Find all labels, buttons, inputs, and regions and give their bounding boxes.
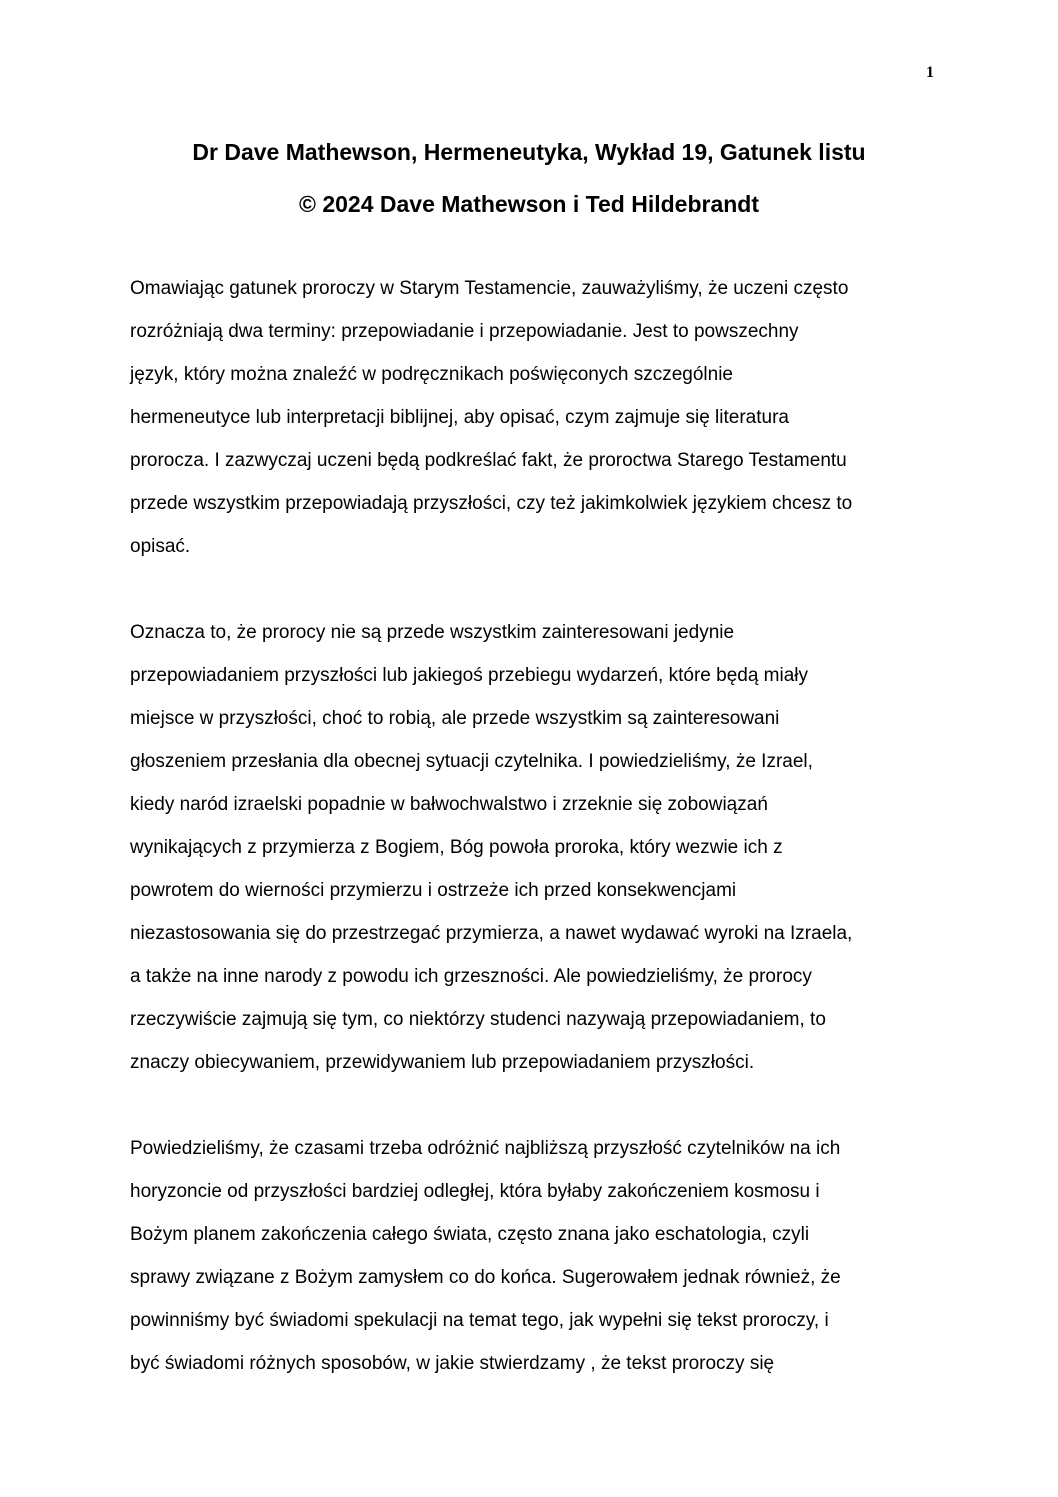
paragraph-1 (130, 267, 930, 568)
text-line: kiedy naród izraelski popadnie w bałwochwalstwo i zrzeknie się zobowiązań (130, 794, 768, 815)
text-line: wynikających z przymierza z Bogiem, Bóg powoła proroka, który wezwie ich z (130, 837, 783, 858)
paragraph-2 (130, 611, 930, 1084)
text-line: głoszeniem przesłania dla obecnej sytuacji czytelnika. I powiedzieliśmy, że Izrael, (130, 751, 813, 772)
text-line: rozróżniają dwa terminy: przepowiadanie i przepowiadanie. Jest to powszechny (130, 321, 799, 342)
text-line: a także na inne narody z powodu ich grzeszności. Ale powiedzieliśmy, że prorocy (130, 966, 812, 987)
text-line: prorocza. I zazwyczaj uczeni będą podkreślać fakt, że proroctwa Starego Testamentu (130, 450, 847, 471)
text-line: hermeneutyce lub interpretacji biblijnej, aby opisać, czym zajmuje się literatura (130, 407, 789, 428)
text-line: rzeczywiście zajmują się tym, co niektórzy studenci nazywają przepowiadaniem, to (130, 1009, 826, 1030)
text-line: przede wszystkim przepowiadają przyszłości, czy też jakimkolwiek językiem chcesz to (130, 493, 853, 514)
document-title (0, 126, 1058, 230)
text-line: horyzoncie od przyszłości bardziej odległej, która byłaby zakończeniem kosmosu i (130, 1181, 820, 1202)
text-line: Bożym planem zakończenia całego świata, często znana jako eschatologia, czyli (130, 1224, 810, 1245)
document-body (130, 267, 930, 1428)
title-line-2: © 2024 Dave Mathewson i Ted Hildebrandt (298, 191, 760, 217)
page-number: 1 (926, 64, 934, 81)
text-line: Oznacza to, że prorocy nie są przede wszystkim zainteresowani jedynie (130, 622, 735, 643)
text-line: język, który można znaleźć w podręcznikach poświęconych szczególnie (130, 364, 733, 385)
paragraph-3 (130, 1127, 930, 1385)
text-line: sprawy związane z Bożym zamysłem co do końca. Sugerowałem jednak również, że (130, 1267, 841, 1288)
title-line-1: Dr Dave Mathewson, Hermeneutyka, Wykład 19, Gatunek listu (192, 139, 866, 165)
text-line: Omawiając gatunek proroczy w Starym Testamencie, zauważyliśmy, że uczeni często (130, 278, 849, 299)
text-line: opisać. (130, 536, 191, 557)
text-line: Powiedzieliśmy, że czasami trzeba odróżnić najbliższą przyszłość czytelników na ich (130, 1138, 841, 1159)
text-line: powinniśmy być świadomi spekulacji na temat tego, jak wypełni się tekst proroczy, i (130, 1310, 829, 1331)
text-line: miejsce w przyszłości, choć to robią, ale przede wszystkim są zainteresowani (130, 708, 780, 729)
text-line: znaczy obiecywaniem, przewidywaniem lub przepowiadaniem przyszłości. (130, 1052, 755, 1073)
text-line: powrotem do wierności przymierzu i ostrzeże ich przed konsekwencjami (130, 880, 737, 901)
text-line: być świadomi różnych sposobów, w jakie stwierdzamy , że tekst proroczy się (130, 1353, 775, 1374)
text-line: przepowiadaniem przyszłości lub jakiegoś przebiegu wydarzeń, które będą miały (130, 665, 809, 686)
text-line: niezastosowania się do przestrzegać przymierza, a nawet wydawać wyroki na Izraela, (130, 923, 853, 944)
